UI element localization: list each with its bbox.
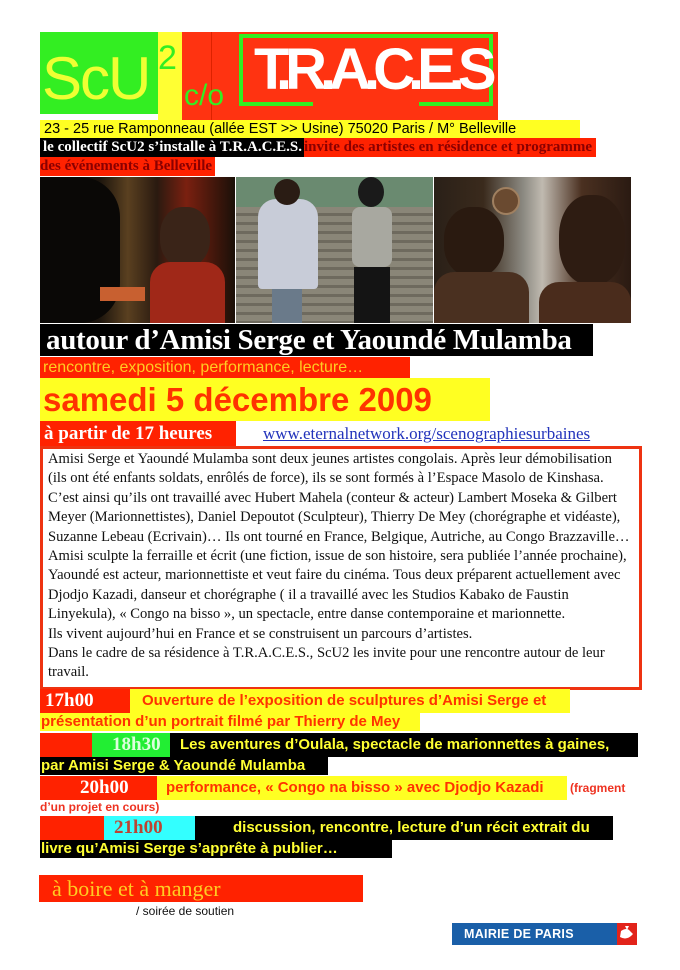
description-paragraph-3: Dans le cadre de sa résidence à T.R.A.C.E.S., ScU2 les invite pour une rencontre autour de leur travail. (48, 645, 605, 681)
photo-silhouette (40, 177, 120, 323)
photo-man-jeans (272, 289, 302, 323)
photo-man-and-woman-on-steps (236, 177, 433, 323)
photo-man-shirt (258, 199, 318, 289)
schedule-row-1700 (40, 689, 570, 713)
drinks-banner: à boire et à manger (39, 875, 363, 902)
schedule-time: 21h00 (114, 817, 163, 838)
traces-frame-bottom-right (419, 102, 493, 106)
schedule-1700-line2: présentation d’un portrait filmé par Thierry de Mey (40, 713, 420, 731)
photo-red-shirt (150, 262, 225, 323)
sponsor-name: MAIRIE DE PARIS (464, 927, 574, 941)
desc-block (170, 733, 638, 757)
photo-woman-top (352, 207, 392, 267)
time-block (92, 733, 170, 757)
photo-woman-head (358, 177, 384, 207)
website-link[interactable]: www.eternalnetwork.org/scenographiesurbaines (263, 424, 591, 443)
photo-woman-skirt (354, 267, 390, 323)
schedule-2000-line2: d’un projet en cours) (40, 800, 160, 814)
desc-block (195, 816, 613, 840)
description-paragraph-2: Ils vivent aujourd’hui en France et se construisent un parcours d’artistes. (48, 625, 473, 642)
collectif-highlight: le collectif ScU2 s’installe à T.R.A.C.E.S. (40, 138, 304, 157)
photo-counter (100, 287, 145, 301)
schedule-2100-line2: livre qu’Amisi Serge s’apprête à publier… (40, 840, 392, 858)
logo-care-of: c/o (184, 79, 225, 112)
logo-superscript: 2 (158, 39, 177, 77)
schedule-desc: Ouverture de l’exposition de sculptures d’Amisi Serge et (142, 692, 547, 709)
schedule-time: 20h00 (80, 777, 129, 798)
time-block (104, 816, 195, 840)
description-box (40, 446, 642, 690)
schedule-row-2000 (40, 776, 635, 800)
schedule-time: 18h30 (112, 734, 161, 755)
description-text (48, 450, 634, 683)
collectif-line (40, 138, 596, 157)
ship-emblem-icon (617, 923, 637, 945)
photo-face-right (559, 195, 625, 285)
schedule-time: 17h00 (45, 690, 94, 711)
paris-ship-icon (617, 923, 637, 945)
schedule-desc: discussion, rencontre, lecture d’un récit extrait du (233, 819, 590, 836)
photo-young-man-red-shirt (40, 177, 235, 323)
logo-scu-text: ScU (42, 45, 150, 112)
red-block (40, 816, 104, 840)
traces-logo-text: T.R.A.C.E.S (254, 37, 490, 102)
collectif-invite-text: invite des artistes en résidence et programme (304, 138, 596, 157)
schedule-note: (fragment (570, 781, 626, 795)
traces-frame-bottom-left (239, 102, 313, 106)
description-paragraph-1: Amisi Serge et Yaoundé Mulamba sont deux jeunes artistes congolais. Après leur démobilisation (ils ont été enfants soldats, enrôlés de force), ils se sont formés à l’Espace Masolo de Kinshasa. C’est ainsi qu’ils ont travaillé avec Hubert Mahela (conteur & acteur) Lambert Moseka & Gilbert Meyer (Marionnettistes), Daniel Depoutot (Sculpteur), Thierry De Mey (chorégraphe et vidéaste), Suzanne Lebeau (Ecrivain)… Ils ont tourné en France, Belgique, Autriche, au Congo Brazzaville… Amisi sculpte la ferraille et écrit (une fiction, issue de son histoire, sera publiée l’année prochaine), Yaoundé est acteur, marionnettiste et veut faire du cinéma. Tous deux préparent actuellement avec Djodjo Kazadi, danseur et chorégraphe ( il a travaillé avec les Studios Kabako de Faustin Linyekula), « Congo na bisso », un spectacle, entre danse contemporaine et marionnette. (48, 451, 630, 623)
photo-man-head (274, 179, 300, 205)
photo-clock (492, 187, 520, 215)
schedule-desc: performance, « Congo na bisso » avec Djodjo Kazadi (166, 779, 544, 796)
mairie-de-paris-logo (452, 923, 637, 945)
photo-shirt-right (539, 282, 631, 323)
desc-block (157, 776, 567, 800)
photo-face (160, 207, 210, 267)
red-block (40, 733, 92, 757)
time-block (40, 776, 157, 800)
time-block (40, 689, 130, 713)
address-line: 23 - 25 rue Ramponneau (allée EST >> Usine) 75020 Paris / M° Belleville (40, 120, 580, 138)
schedule-1830-line2: par Amisi Serge & Yaoundé Mulamba (40, 757, 328, 775)
photo-two-young-men (434, 177, 631, 323)
schedule-row-2100 (40, 816, 613, 840)
schedule-row-1830 (40, 733, 638, 757)
photo-shirt-left (434, 272, 529, 323)
tagline: rencontre, exposition, performance, lecture… (40, 357, 410, 378)
photo-face-left (444, 207, 504, 277)
support-evening-text: / soirée de soutien (136, 904, 235, 918)
schedule-desc: Les aventures d’Oulala, spectacle de marionnettes à gaines, (180, 736, 610, 753)
start-time: à partir de 17 heures (40, 421, 236, 446)
desc-block (130, 689, 570, 713)
headline-artists: autour d’Amisi Serge et Yaoundé Mulamba (40, 324, 593, 356)
events-line: des événements à Belleville (40, 157, 215, 176)
event-date: samedi 5 décembre 2009 (40, 378, 490, 421)
